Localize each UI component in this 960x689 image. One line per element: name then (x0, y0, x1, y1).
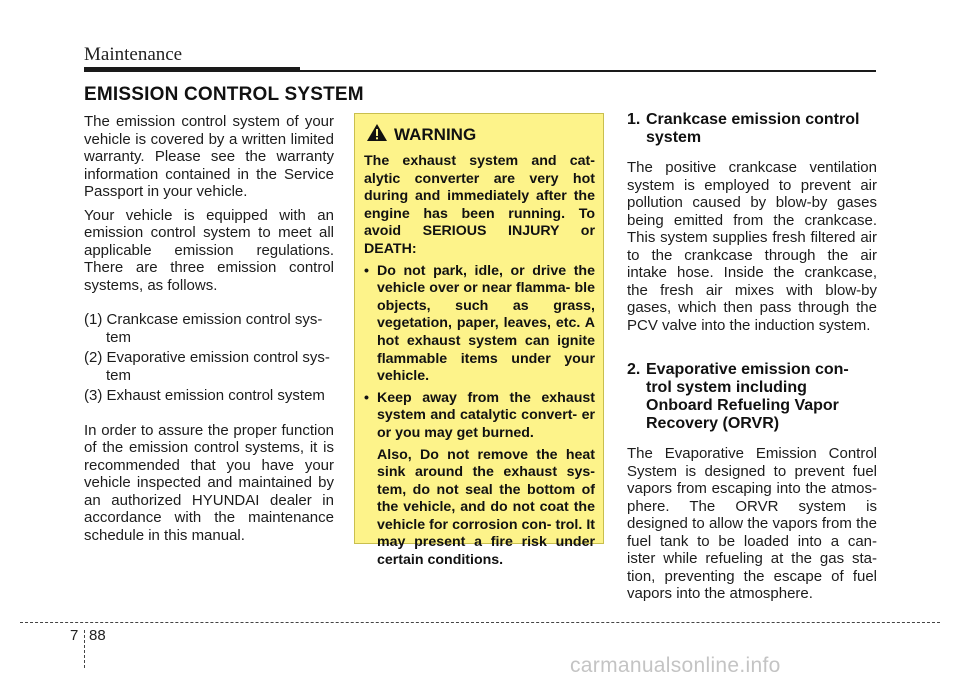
left-column (84, 113, 334, 544)
warning-bullet-text: Do not park, idle, or drive the vehicle over or near flamma- ble objects, such as grass, vegetation, paper, leaves, etc. A hot exhaust system can ignite flammable items under your vehicle. (377, 262, 595, 385)
intro-paragraph: The emission control system of your vehicle is covered by a written limited warranty. Please see the warranty information contained in the Service Passport in your vehicle. (84, 113, 334, 200)
section1-heading (627, 111, 877, 147)
warning-extra-text: Also, Do not remove the heat sink around the exhaust sys- tem, do not seal the bottom of the vehicle, and do not coat the vehicle for corrosion con- trol. It may present a fire risk under certain conditions. (377, 446, 595, 569)
header-title: Maintenance (84, 44, 183, 65)
list-item (364, 263, 595, 386)
footer-rule (20, 622, 940, 623)
systems-paragraph: Your vehicle is equipped with an emission control system to meet all applicable emission regulations. There are three emission control systems, as follows. (84, 206, 334, 294)
warning-label: WARNING (394, 125, 477, 144)
section2-heading-line: Onboard Refueling Vapor (646, 397, 839, 414)
section1-heading-line: Crankcase emission control (646, 111, 860, 128)
section2-heading-line: trol system including (646, 379, 807, 396)
header-rule (300, 70, 876, 72)
warning-bullet-text: Keep away from the exhaust system and catalytic convert- er or you may get burned. (377, 389, 595, 441)
section1-body: The positive crankcase ventilation system is employed to prevent air pollution caused by blow-by gases being emitted from the crankcase. This system supplies fresh filtered air to the crankcase through the air intake hose. Inside the crankcase, the fresh air mixes with blow-by gases, which then pass through the PCV valve into the induction system. (627, 159, 877, 334)
section2-heading-line: Recovery (ORVR) (646, 415, 780, 432)
header-bar (84, 67, 300, 72)
section1-heading-line: system (646, 129, 702, 146)
list-item: (1) Crankcase emission control sys- tem (84, 311, 323, 346)
section1-number: 1. (627, 111, 641, 128)
section2-number: 2. (627, 361, 641, 378)
warning-header (364, 123, 595, 147)
warning-body (364, 153, 595, 570)
warning-list (364, 263, 595, 443)
section2-body: The Evaporative Emission Control System is designed to prevent fuel vapors from escaping into the atmos- phere. The ORVR system is designed to allow the vapors from the fuel tank to be loaded into a can- ister while refueling at the gas sta- tion, preventing the escape of fuel vapors into the atmosphere. (627, 445, 877, 602)
list-item (364, 390, 595, 443)
maintenance-paragraph: In order to assure the proper function of the emission control systems, it is recommended that you have your vehicle inspected and maintained by an authorized HYUNDAI dealer in accordance with the maintenance schedule in this manual. (84, 421, 334, 544)
list-item: (3) Exhaust emission control system (84, 387, 325, 404)
footer-divider (84, 630, 85, 668)
warning-intro: The exhaust system and cat- alytic converter are very hot during and immediately after the engine has been running. To avoid SERIOUS INJURY or DEATH: (364, 153, 595, 257)
section-title: EMISSION CONTROL SYSTEM (84, 84, 364, 105)
bullet: • (364, 389, 369, 406)
systems-list (84, 311, 334, 405)
bullet: • (364, 262, 369, 279)
section2-heading-line: Evaporative emission con- (646, 361, 849, 378)
page-number: 88 (89, 627, 106, 644)
list-item: (2) Evaporative emission control sys- tem (84, 349, 330, 384)
watermark: carmanualsonline.info (570, 654, 781, 677)
warning-box (354, 113, 604, 569)
section2-heading (627, 361, 877, 433)
right-column (627, 111, 877, 603)
warning-triangle-icon (366, 123, 394, 147)
chapter-number: 7 (70, 627, 79, 644)
